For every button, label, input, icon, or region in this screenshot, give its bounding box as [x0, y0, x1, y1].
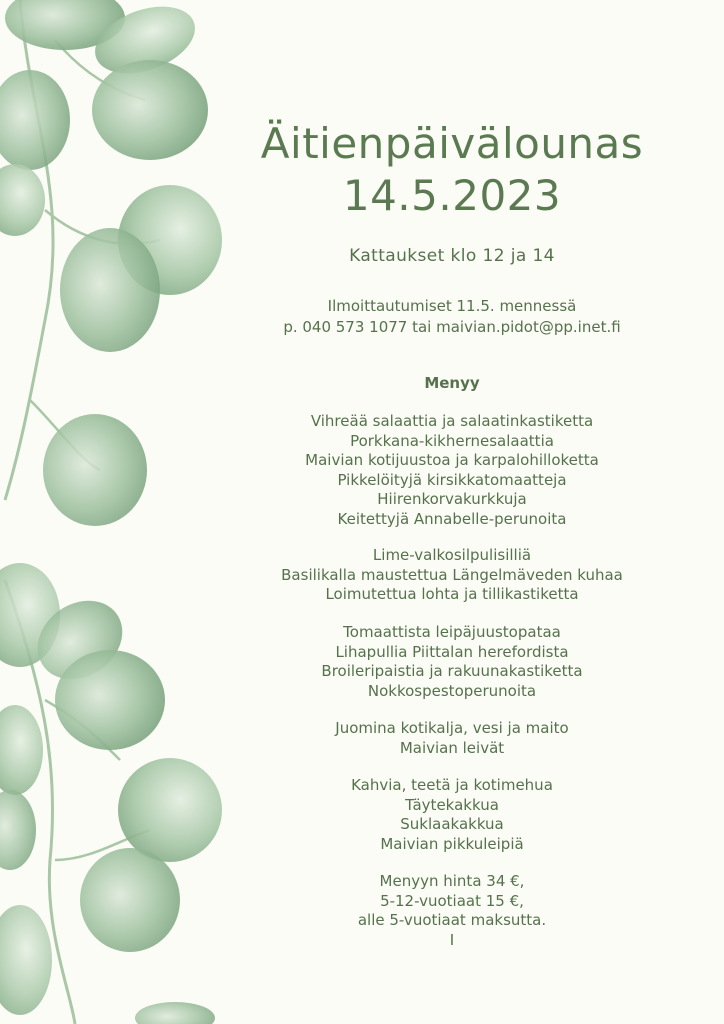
- menu-group-pricing: [232, 872, 672, 950]
- menu-group-desserts: [232, 776, 672, 854]
- menu-item: Basilikalla maustettua Längelmäveden kuhaa: [281, 565, 623, 584]
- menu-item: Pikkelöityjä kirsikkatomaatteja: [337, 470, 567, 489]
- menu-group-salads: [232, 412, 672, 529]
- menu-item: Maivian leivät: [399, 738, 505, 757]
- menu-item: Maivian kotijuustoa ja karpalohilloketta: [305, 451, 599, 469]
- menu-item: Lime-valkosilpulisilliä: [372, 546, 532, 564]
- event-date: 14.5.2023: [342, 171, 562, 220]
- menu-item: Hiirenkorvakurkkuja: [377, 490, 527, 508]
- menu-item: Broileripaistia ja rakuunakastiketta: [321, 662, 583, 680]
- registration-info: [232, 296, 672, 338]
- menu-item: Vihreää salaattia ja salaatinkastiketta: [310, 412, 594, 430]
- registration-deadline: Ilmoittautumiset 11.5. mennessä: [327, 297, 577, 315]
- menu-item: Lihapullia Piittalan herefordista: [335, 642, 569, 661]
- menu-item: Porkkana-kikhernesalaattia: [350, 431, 554, 450]
- menu-item: Tomaattista leipäjuustopataa: [343, 623, 561, 641]
- menu-item: Keitettyjä Annabelle-perunoita: [337, 509, 567, 528]
- menu-group-mains: [232, 623, 672, 701]
- menu-item: Kahvia, teetä ja kotimehua: [351, 776, 553, 794]
- menu-item: Loimutettua lohta ja tillikastiketta: [325, 585, 579, 603]
- price-adult: Menyyn hinta 34 €,: [379, 872, 525, 890]
- page-title: Äitienpäivälounas: [260, 119, 644, 168]
- price-child: 5-12-vuotiaat 15 €,: [380, 891, 524, 910]
- eucalyptus-branch-illustration: [0, 0, 240, 1024]
- menu-group-drinks: [232, 719, 672, 758]
- contact-details: p. 040 573 1077 tai maivian.pidot@pp.inet.fi: [283, 318, 621, 336]
- seating-times: Kattaukset klo 12 ja 14: [349, 246, 555, 266]
- menu-heading: Menyy: [424, 374, 480, 392]
- menu-item: Juomina kotikalja, vesi ja maito: [335, 719, 569, 737]
- menu-item: Maivian pikkuleipiä: [380, 834, 524, 853]
- text-cursor: I: [449, 930, 455, 949]
- price-infant: alle 5-vuotiaat maksutta.: [357, 911, 547, 929]
- menu-item: Täytekakkua: [405, 795, 499, 814]
- menu-group-fish: [232, 546, 672, 605]
- menu-item: Suklaakakkua: [400, 815, 504, 833]
- menu-item: Nokkospestoperunoita: [367, 681, 537, 700]
